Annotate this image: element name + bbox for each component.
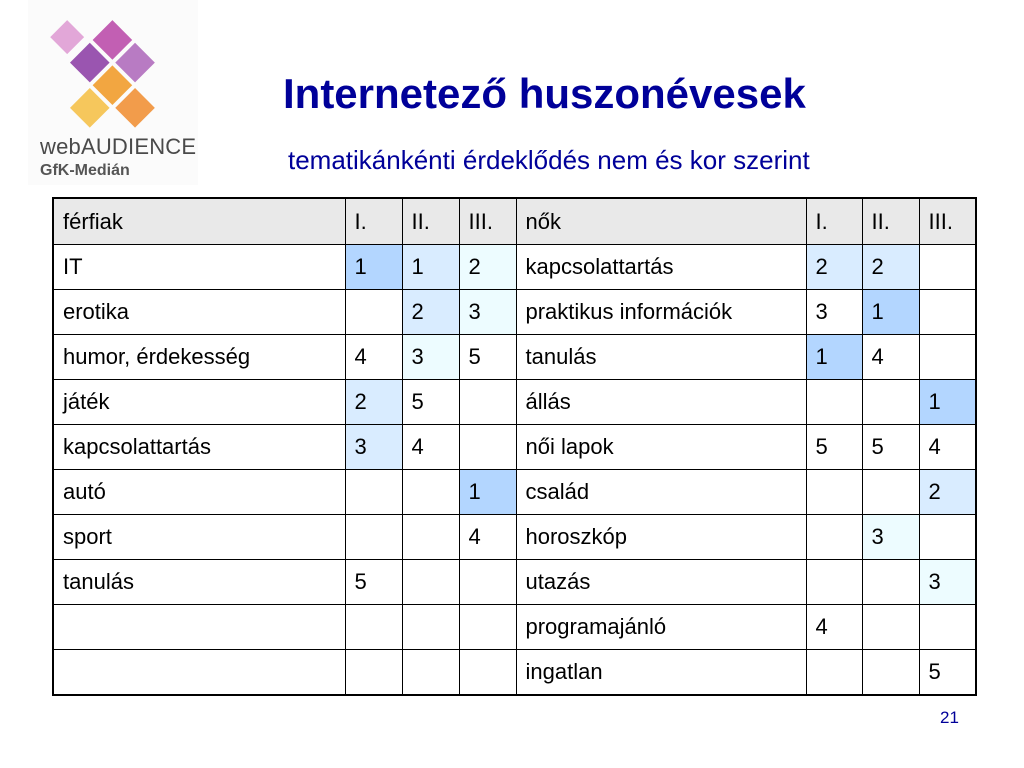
rank-cell	[402, 560, 459, 605]
rank-cell	[345, 650, 402, 696]
header-women-rank-3: III.	[919, 198, 976, 245]
women-topic: programajánló	[516, 605, 806, 650]
table-row	[53, 380, 976, 425]
men-topic: tanulás	[53, 560, 345, 605]
rank-cell: 5	[459, 335, 516, 380]
women-topic: praktikus információk	[516, 290, 806, 335]
interest-table	[52, 197, 977, 696]
table-row	[53, 470, 976, 515]
rank-cell	[402, 515, 459, 560]
women-topic: tanulás	[516, 335, 806, 380]
men-topic	[53, 650, 345, 696]
rank-cell	[402, 650, 459, 696]
men-topic	[53, 605, 345, 650]
rank-cell	[919, 245, 976, 290]
rank-cell	[806, 380, 862, 425]
rank-cell: 4	[919, 425, 976, 470]
header-men: férfiak	[53, 198, 345, 245]
table-row	[53, 605, 976, 650]
women-topic: női lapok	[516, 425, 806, 470]
header-women-rank-2: II.	[862, 198, 919, 245]
rank-cell	[459, 605, 516, 650]
rank-cell	[345, 290, 402, 335]
header-men-rank-1: I.	[345, 198, 402, 245]
rank-cell: 5	[862, 425, 919, 470]
men-topic: kapcsolattartás	[53, 425, 345, 470]
rank-cell: 1	[459, 470, 516, 515]
rank-cell	[402, 605, 459, 650]
slide-subtitle: tematikánkénti érdeklődés nem és kor szerint	[288, 145, 810, 175]
rank-cell: 3	[862, 515, 919, 560]
header-men-rank-3: III.	[459, 198, 516, 245]
rank-cell: 3	[806, 290, 862, 335]
rank-cell: 5	[806, 425, 862, 470]
rank-cell: 3	[345, 425, 402, 470]
header-men-rank-2: II.	[402, 198, 459, 245]
rank-cell: 1	[402, 245, 459, 290]
women-topic: állás	[516, 380, 806, 425]
men-topic: erotika	[53, 290, 345, 335]
rank-cell	[806, 470, 862, 515]
rank-cell	[459, 425, 516, 470]
rank-cell	[459, 560, 516, 605]
rank-cell: 5	[345, 560, 402, 605]
rank-cell: 2	[402, 290, 459, 335]
rank-cell: 1	[862, 290, 919, 335]
rank-cell	[862, 605, 919, 650]
rank-cell	[459, 650, 516, 696]
table-row	[53, 425, 976, 470]
rank-cell: 4	[862, 335, 919, 380]
men-topic: humor, érdekesség	[53, 335, 345, 380]
rank-cell	[345, 515, 402, 560]
women-topic: család	[516, 470, 806, 515]
table-row	[53, 245, 976, 290]
rank-cell	[345, 605, 402, 650]
men-topic: IT	[53, 245, 345, 290]
rank-cell: 3	[402, 335, 459, 380]
slide-title: Internetező huszonévesek	[283, 70, 806, 117]
rank-cell	[862, 380, 919, 425]
diamond-logo-icon	[36, 6, 186, 134]
men-topic: játék	[53, 380, 345, 425]
women-topic: horoszkóp	[516, 515, 806, 560]
rank-cell	[862, 650, 919, 696]
rank-cell	[862, 560, 919, 605]
rank-cell: 1	[345, 245, 402, 290]
rank-cell	[806, 515, 862, 560]
rank-cell: 4	[345, 335, 402, 380]
rank-cell: 4	[402, 425, 459, 470]
rank-cell: 2	[459, 245, 516, 290]
women-topic: kapcsolattartás	[516, 245, 806, 290]
rank-cell	[806, 560, 862, 605]
table-row	[53, 290, 976, 335]
rank-cell: 4	[459, 515, 516, 560]
rank-cell: 5	[402, 380, 459, 425]
rank-cell: 3	[459, 290, 516, 335]
rank-cell	[459, 380, 516, 425]
rank-cell: 5	[919, 650, 976, 696]
rank-cell	[862, 470, 919, 515]
rank-cell	[806, 650, 862, 696]
header-women-rank-1: I.	[806, 198, 862, 245]
rank-cell: 1	[806, 335, 862, 380]
table-header-row	[53, 198, 976, 245]
table-row	[53, 335, 976, 380]
logo-name: webAUDIENCE	[40, 134, 197, 159]
rank-cell	[919, 335, 976, 380]
rank-cell	[919, 605, 976, 650]
women-topic: utazás	[516, 560, 806, 605]
table-row	[53, 650, 976, 696]
rank-cell: 2	[345, 380, 402, 425]
rank-cell: 2	[806, 245, 862, 290]
rank-cell: 1	[919, 380, 976, 425]
table-row	[53, 560, 976, 605]
rank-cell: 4	[806, 605, 862, 650]
page-number: 21	[940, 708, 959, 727]
rank-cell: 3	[919, 560, 976, 605]
rank-cell	[345, 470, 402, 515]
rank-cell	[919, 515, 976, 560]
webaudience-logo	[28, 0, 198, 185]
rank-cell	[919, 290, 976, 335]
women-topic: ingatlan	[516, 650, 806, 696]
men-topic: sport	[53, 515, 345, 560]
header-women: nők	[516, 198, 806, 245]
rank-cell: 2	[919, 470, 976, 515]
table-row	[53, 515, 976, 560]
men-topic: autó	[53, 470, 345, 515]
logo-subtitle: GfK-Medián	[40, 162, 130, 179]
rank-cell	[402, 470, 459, 515]
rank-cell: 2	[862, 245, 919, 290]
